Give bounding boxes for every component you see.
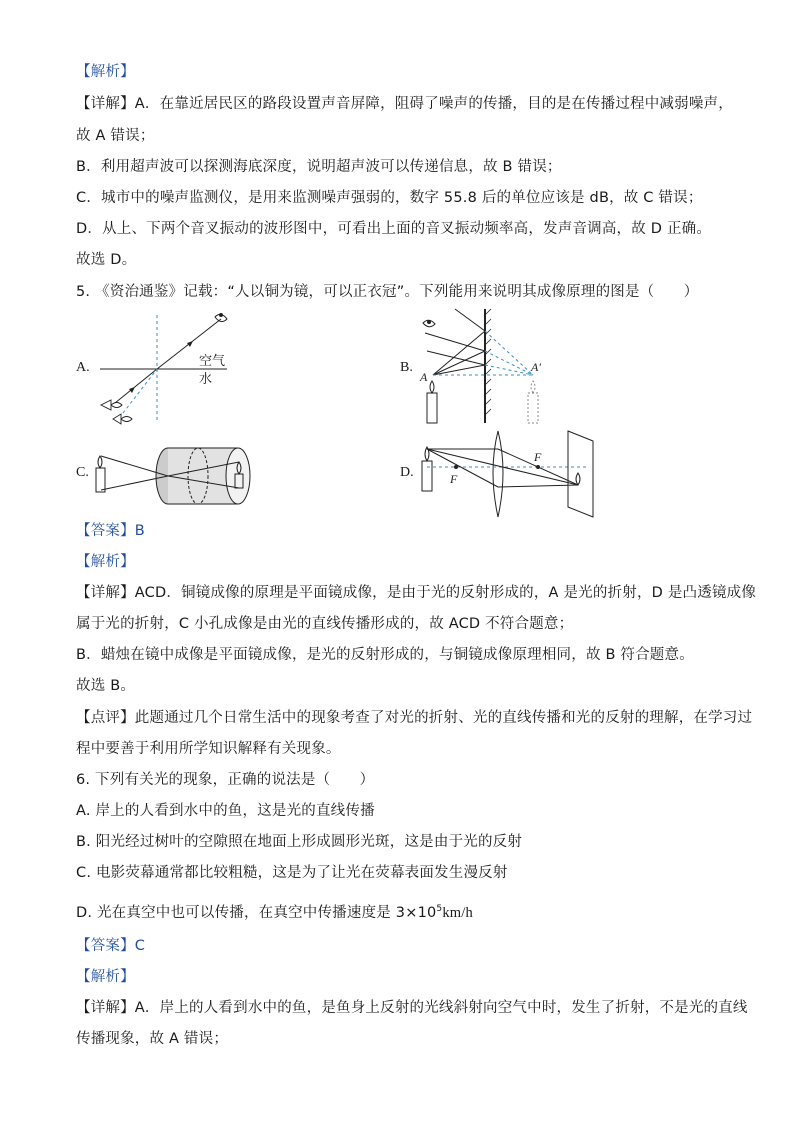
q5-option-b-diagram (415, 305, 555, 430)
q5-option-c-label: C. (76, 465, 89, 480)
q5-comment-line1: 【点评】此题通过几个日常生活中的现象考查了对光的折射、光的直线传播和光的反射的理解，在学习过 (76, 710, 753, 726)
q5-option-a-label: A. (76, 360, 90, 375)
q5-a-air-label: 空气 (199, 354, 226, 369)
q6-analysis-tag: 【解析】 (76, 969, 135, 985)
q6-answer: 【答案】C (76, 938, 146, 954)
q5-option-d-label: D. (400, 465, 414, 480)
q4-b-line: B．利用超声波可以探测海底深度，说明超声波可以传递信息，故 B 错误； (76, 159, 562, 175)
q4-d-line: D．从上、下两个音叉振动的波形图中，可看出上面的音叉振动频率高，发声音调高，故 D 正确。 (76, 221, 712, 237)
q5-d-focus-top-label: F (534, 450, 542, 464)
q5-b-image-label: A′ (531, 360, 541, 374)
q6-option-d-exponent: 5 (436, 904, 443, 914)
q4-c-line: C．城市中的噪声监测仪，是用来监测噪声强弱的，数字 55.8 后的单位应该是 dB，故 C 错误； (76, 190, 703, 206)
q5-b-point-label: A (420, 370, 428, 384)
q5-answer: 【答案】B (76, 523, 145, 539)
q6-option-d-prefix: D. 光在真空中也可以传播，在真空中传播速度是 3×10 (76, 904, 437, 921)
q4-analysis-tag: 【解析】 (76, 64, 135, 80)
q5-comment-line2: 程中要善于利用所学知识解释有关现象。 (76, 741, 341, 757)
q6-detail-line1: 【详解】A．岸上的人看到水中的鱼，是鱼身上反射的光线斜射向空气中时，发生了折射，不是光的直线 (76, 1000, 748, 1016)
q6-stem: 6. 下列有关光的现象，正确的说法是（ ） (76, 772, 375, 788)
q6-option-d-unit: km/h (442, 904, 473, 921)
q5-option-a-diagram (95, 305, 245, 430)
q6-option-b: B. 阳光经过树叶的空隙照在地面上形成圆形光斑，这是由于光的反射 (76, 834, 523, 850)
q5-a-water-label: 水 (199, 372, 213, 387)
q4-detail-line2: 故 A 错误； (76, 128, 155, 144)
q5-d-focus-bottom-label: F (450, 472, 458, 486)
q6-detail-line2: 传播现象，故 A 错误； (76, 1031, 229, 1047)
q4-conclusion: 故选 D。 (76, 252, 137, 268)
q5-option-b-label: B. (400, 360, 413, 375)
q5-detail-line1: 【详解】ACD．铜镜成像的原理是平面镜成像，是由于光的反射形成的，A 是光的折射，D 是凸透镜成像 (76, 585, 757, 601)
q5-analysis-tag: 【解析】 (76, 554, 135, 570)
q5-b-line: B．蜡烛在镜中成像是平面镜成像，是光的反射形成的，与铜镜成像原理相同，故 B 符合题意。 (76, 647, 694, 663)
q6-option-d (76, 899, 473, 923)
q5-option-d-diagram (418, 425, 603, 520)
q4-detail-line1: 【详解】A．在靠近居民区的路段设置声音屏障，阻碍了噪声的传播，目的是在传播过程中减弱噪声， (76, 96, 733, 112)
q5-option-c-diagram (93, 440, 258, 515)
q5-stem: 5. 《资治通鉴》记载：“人以铜为镜，可以正衣冠”。下列能用来说明其成像原理的图是（ ） (76, 284, 699, 300)
q6-option-c: C. 电影荧幕通常都比较粗糙，这是为了让光在荧幕表面发生漫反射 (76, 865, 508, 881)
q6-option-a: A. 岸上的人看到水中的鱼，这是光的直线传播 (76, 803, 375, 819)
q5-detail-line2: 属于光的折射，C 小孔成像是由光的直线传播形成的，故 ACD 不符合题意； (76, 616, 574, 632)
q5-conclusion: 故选 B。 (76, 678, 136, 694)
